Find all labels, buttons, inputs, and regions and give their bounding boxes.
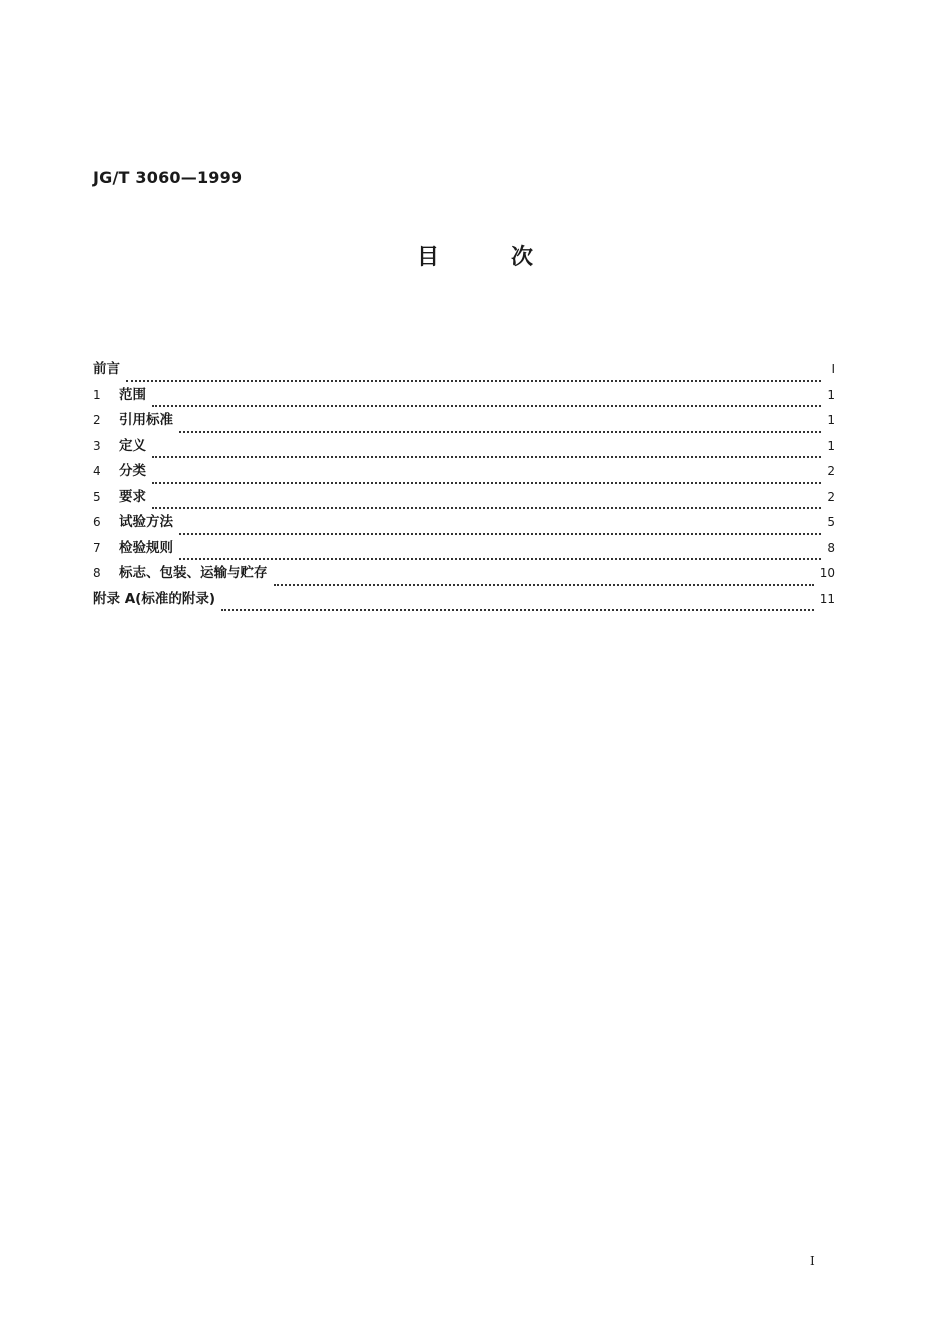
toc-leader-dots [179,558,821,560]
toc-entry-label: 分类 [119,463,146,479]
toc-entry-foreword[interactable] [93,360,835,386]
standard-code: JG/T 3060—1999 [93,168,243,187]
toc-entry-4[interactable] [93,462,835,488]
toc-entry-label: 要求 [119,488,146,505]
toc-entry-page: 1 [827,387,835,402]
toc-leader-dots [179,533,821,535]
toc-entry-page: 10 [819,566,835,580]
toc-entry-number: 3 [93,438,101,453]
toc-entry-label: 定义 [119,437,146,454]
toc-entry-number: 5 [93,489,101,504]
toc-leader-dots [274,584,814,586]
toc-entry-5[interactable] [93,488,835,514]
toc-entry-page: 2 [827,464,835,478]
toc-entry-page: 11 [819,591,835,606]
toc-entry-page: 2 [827,489,835,504]
toc-entry-number: 7 [93,540,101,555]
toc-entry-6[interactable] [93,513,835,539]
toc-entry-page: 1 [827,413,835,427]
toc-entry-2[interactable] [93,411,835,437]
toc-entry-page: 8 [827,540,835,555]
toc-entry-number: 6 [93,515,101,529]
toc-leader-dots [179,431,821,433]
toc-leader-dots [152,507,821,509]
page-number: Ⅰ [810,1254,815,1268]
toc-entry-label: 范围 [119,386,146,403]
page-title [0,240,950,271]
toc-entry-8[interactable] [93,564,835,590]
toc-entry-3[interactable] [93,437,835,463]
title-char-2: 次 [511,245,534,270]
toc-entry-number: 8 [93,566,101,580]
toc-entry-label: 标志、包装、运输与贮存 [119,565,268,581]
toc-leader-dots [126,380,821,382]
toc-entry-label: 附录 A(标准的附录) [93,590,215,607]
toc-entry-number: 4 [93,464,101,478]
toc-entry-label: 引用标准 [119,412,173,428]
toc-leader-dots [152,456,821,458]
toc-entry-page: Ⅰ [831,362,835,376]
table-of-contents [93,360,835,615]
toc-entry-number: 1 [93,387,101,402]
toc-entry-7[interactable] [93,539,835,565]
toc-entry-1[interactable] [93,386,835,412]
toc-entry-label: 试验方法 [119,514,173,530]
toc-entry-page: 5 [827,515,835,529]
toc-entry-number: 2 [93,413,101,427]
toc-entry-appendix-a[interactable] [93,590,835,616]
toc-entry-label: 检验规则 [119,539,173,556]
toc-entry-page: 1 [827,438,835,453]
title-char-1: 目 [416,245,439,270]
toc-entry-label: 前言 [93,361,120,377]
toc-leader-dots [152,405,821,407]
toc-leader-dots [152,482,821,484]
toc-leader-dots [221,609,814,611]
